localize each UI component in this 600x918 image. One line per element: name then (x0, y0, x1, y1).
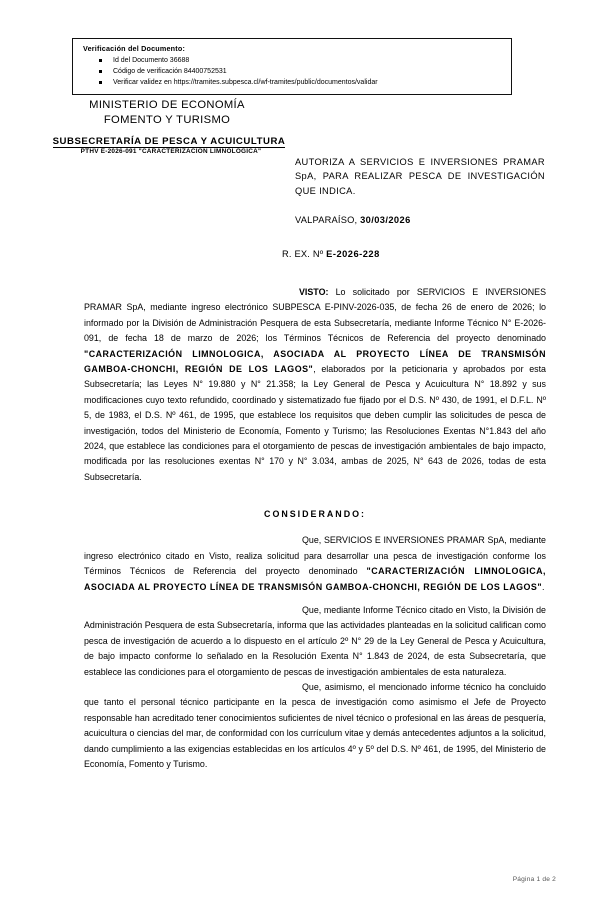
ministry-header (24, 98, 310, 128)
verification-item-url (83, 77, 505, 88)
paragraph-gap (84, 595, 546, 603)
verification-item-code (83, 66, 505, 77)
verification-list (83, 55, 505, 88)
considerando-paragraph-1 (84, 533, 546, 595)
resolution-prefix: R. EX. Nº (282, 249, 324, 259)
verification-item-text: Verificar validez en https://tramites.subpesca.cl/wf-tramites/public/documentos/validar (113, 78, 378, 86)
ministry-line-1: MINISTERIO DE ECONOMÍA (89, 99, 245, 111)
date-value: 30/03/2026 (360, 215, 411, 225)
ministry-line-2: FOMENTO Y TURISMO (103, 114, 231, 127)
visto-text-2: , elaborados por la peticionaria y aprobados por esta Subsecretaría; las Leyes N° 19.880 y N° 21.358; la Ley General de Pesca y Acuicultura N° 18.892 y sus modificaciones cuyo texto refundido, coordinado y sistematizado fue fijado por el D.S. Nº 430, de 1991, el D.F.L. Nº 5, de 1983, el D.S. Nº 461, de 1995, que establece los requisitos que deben cumplir las solicitudes de pesca de investigación, todos del Ministerio de Economía, Fomento y Turismo; las Resoluciones Exentas N°1.843 del año 2024, que establece las condiciones para el otorgamiento de pescas de investigación ambientales de bajo impacto, modificada por las resoluciones exentas N° 170 y N° 3.034, ambas de 2025, N° 643 de 2026, todas de esta Subsecretaría. (84, 364, 546, 482)
bullet-icon (99, 81, 102, 84)
visto-heading: VISTO: (299, 287, 329, 297)
considerando-paragraph-2 (84, 603, 546, 680)
resolution-number (282, 249, 380, 259)
bullet-icon (99, 59, 102, 62)
page-footer: Página 1 de 2 (512, 876, 556, 883)
verification-item-text: Id del Documento 36688 (113, 56, 190, 64)
place-date (295, 215, 411, 225)
project-reference-code: PTHV E-2026-091 "CARACTERIZACIÓN LIMNOLÓGICA" (80, 148, 262, 155)
document-body (84, 285, 546, 772)
considerando-p2-text: Que, mediante Informe Técnico citado en Visto, la División de Administración Pesquera de esta Subsecretaría, informa que las actividades planteadas en la solicitud califican como pesca de investigación de acuerdo a lo dispuesto en el artículo 2º N° 29 de la Ley General de Pesca y Acuicultura, de bajo impacto conforme lo señalado en la Resolución Exenta N° 1.843 de 2024, de esta Subsecretaría, que establece las condiciones para el otorgamiento de pescas de investigación ambientales de esta naturaleza. (84, 604, 546, 677)
verification-title: Verificación del Documento: (83, 44, 186, 53)
visto-text-1: Lo solicitado por SERVICIOS E INVERSIONES PRAMAR SpA, mediante ingreso electrónico SUBPESCA E-PINV-2026-035, de fecha 26 de enero de 2026; lo informado por la División de Administración Pesquera de esta Subsecretaría, mediante Informe Técnico N° E-2026-091, de fecha 18 de marzo de 2026; los Términos Técnicos de Referencia del proyecto denominado (84, 287, 546, 344)
subsecretaria-label: SUBSECRETARÍA DE PESCA Y ACUICULTURA (52, 136, 286, 147)
verification-item-document-id (83, 55, 505, 66)
resolution-subject: AUTORIZA A SERVICIOS E INVERSIONES PRAMAR SpA, PARA REALIZAR PESCA DE INVESTIGACIÓN QUE INDICA. (295, 157, 545, 196)
considerando-p1-tail: . (542, 581, 545, 592)
verification-item-text: Código de verificación 84400752531 (113, 67, 227, 75)
considerando-heading: CONSIDERANDO: (264, 509, 366, 520)
bullet-icon (99, 70, 102, 73)
considerando-p1-lead: Que, SERVICIOS E INVERSIONES PRAMAR SpA, mediante ingreso electrónico citado en Visto, realiza solicitud para desarrollar una pesca de investigación conforme los Términos Técnicos de Referencia del proyecto denominado (84, 535, 546, 577)
verification-box (72, 38, 512, 95)
resolution-number-value: E-2026-228 (326, 249, 380, 259)
subsecretaria-header (24, 131, 314, 149)
considerando-paragraph-3 (84, 680, 546, 772)
considerando-p1-project-name: "CARACTERIZACIÓN LIMNOLOGICA, ASOCIADA AL PROYECTO LÍNEA DE TRANSMISÓN GAMBOA-CHONCHI, REGIÓN DE LOS LAGOS" (84, 566, 547, 592)
visto-paragraph (84, 285, 546, 485)
considerando-p3-text: Que, asimismo, el mencionado informe técnico ha concluido que tanto el personal técnico participante en la pesca de investigación como asimismo el Jefe de Proyecto responsable han acreditado tener conocimientos suficientes de nivel técnico o profesional en las áreas de pesquería, acuicultura o ciencias del mar, de conformidad con los currículum vitae y demás antecedentes adjuntos a la solicitud, dando cumplimiento a las exigencias establecidas en los artículos 4º y 5º del D.S. Nº 461, de 1995, del Ministerio de Economía, Fomento y Turismo. (84, 681, 546, 769)
place-label: VALPARAÍSO, (295, 215, 358, 225)
visto-project-name: "CARACTERIZACIÓN LIMNOLOGICA, ASOCIADA AL PROYECTO LÍNEA DE TRANSMISÓN GAMBOA-CHONCHI, REGIÓN DE LOS LAGOS" (84, 348, 546, 375)
